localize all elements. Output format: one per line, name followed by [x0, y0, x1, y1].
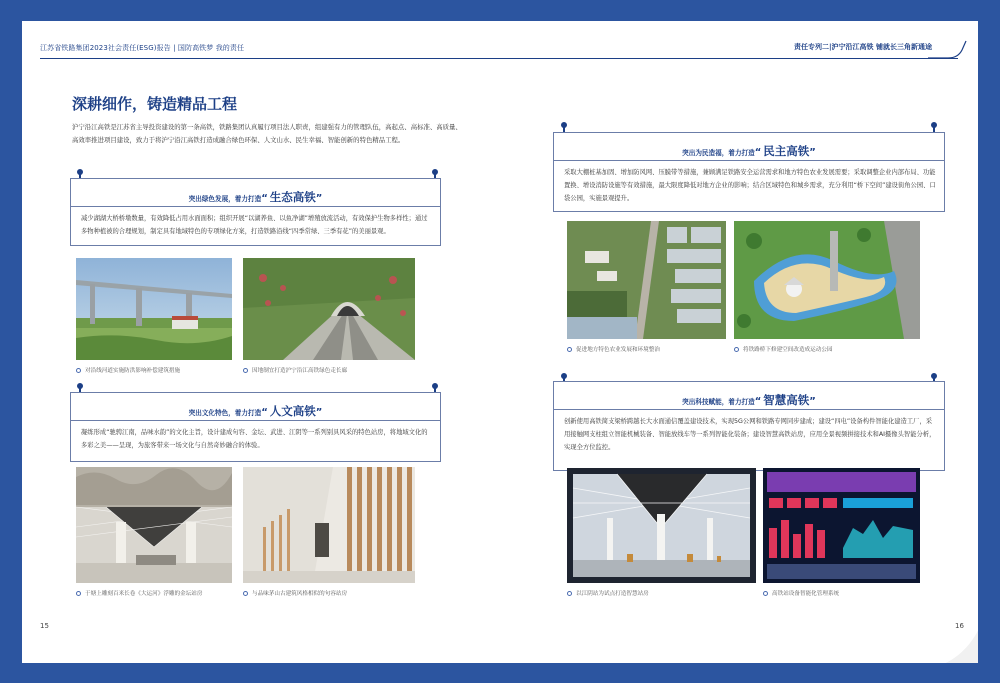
- section-rule: [71, 206, 440, 207]
- section-body: 凝练形成“驰骋江南，品味水韵”的文化主旨，设计建成句容、金坛、武进、江阴等一系列别具风采的特色站房，将地域文化的多彩之美——呈现，为旅客带来一场文化与自然奇妙融合的体验。: [81, 429, 428, 449]
- section-eco: [70, 178, 441, 246]
- photo-caption: 与品味茅山古建筑风格相似的句容站房: [243, 589, 347, 597]
- header-right-text: 责任专列二|沪宁沿江高铁 铺就长三角新通途: [794, 43, 932, 51]
- photo-tunnel-greenery: [243, 258, 415, 360]
- photo-bridge-river: [76, 258, 232, 360]
- page-number-left: 15: [40, 622, 49, 630]
- page-title: 深耕细作，铸造精品工程: [72, 95, 238, 113]
- section-heading: 突出绿色发展，着力打造“ 生态高铁”: [188, 190, 323, 204]
- caption-bullet-icon: [734, 347, 739, 352]
- caption-bullet-icon: [243, 368, 248, 373]
- section-body: 采取大棚桩基加固、增加防风网、压膜带等措施，兼顾满足铁路安全运营需求和地方特色农业发展需要；采取调整企业内部布局、功能置换、增设消防设施等有效措施，最大限度降低对地方企业的影响；结合区域特色和城乡需求，充分利用“桥下空间”建设街角公园、口袋公园，实施景观提升。: [564, 169, 936, 202]
- caption-bullet-icon: [243, 591, 248, 596]
- section-livelihood: [553, 132, 945, 212]
- caption-bullet-icon: [567, 347, 572, 352]
- photo-caption: 促进地方特色农业发展和环境整治: [567, 345, 660, 353]
- photo-caption: 因地制宜打造沪宁沿江高铁绿色走长廊: [243, 366, 347, 374]
- page-number-right: 16: [955, 622, 964, 630]
- header-rule: [40, 58, 958, 59]
- section-rule: [71, 420, 440, 421]
- header-left-text: 江苏省铁路集团2023社会责任(ESG)报告 | 国防高铁梦 我的责任: [40, 44, 245, 52]
- section-heading: 突出科技赋能，着力打造“ 智慧高铁”: [682, 393, 816, 407]
- caption-bullet-icon: [76, 368, 81, 373]
- section-heading: 突出为民造福，着力打造“ 民主高铁”: [682, 144, 816, 158]
- section-highlight: 生态高铁: [269, 190, 316, 204]
- page-corner-fold: [938, 623, 978, 663]
- section-smart: [553, 381, 945, 471]
- caption-bullet-icon: [763, 591, 768, 596]
- photo-park-under-bridge: [734, 221, 920, 339]
- section-highlight: 人文高铁: [269, 404, 316, 418]
- photo-caption: 对沿线河道实施防洪影响补偿建筑措施: [76, 366, 180, 374]
- caption-bullet-icon: [567, 591, 572, 596]
- section-lead: 突出绿色发展，着力打造: [188, 195, 262, 203]
- report-spread: [22, 21, 978, 663]
- section-rule: [554, 409, 944, 410]
- section-heading: 突出文化特色，着力打造“ 人文高铁”: [188, 404, 323, 418]
- section-lead: 突出文化特色，着力打造: [188, 409, 262, 417]
- photo-farmland-aerial: [567, 221, 726, 339]
- section-highlight: 智慧高铁: [763, 393, 810, 407]
- header-curve-decoration: [928, 35, 968, 65]
- photo-caption: 以江阴站为试点打造智慧站房: [567, 589, 649, 597]
- section-body: 减少湖湖大桥桥墩数量，有效降低占用水面面积；组织开展“以湖养鱼、以鱼净湖”增殖放流活动，有效保护生物多样性；通过多物种植被的合理规划，制定具有地域特色的专项绿化方案，打造铁路沿线“四季常绿、三季有花”的美丽景观。: [81, 215, 428, 235]
- caption-bullet-icon: [76, 591, 81, 596]
- section-lead: 突出为民造福，着力打造: [682, 149, 755, 157]
- photo-jurong-station: [243, 467, 415, 583]
- section-rule: [554, 160, 944, 161]
- photo-caption: 高铁站设备智能化管理系统: [763, 589, 839, 597]
- section-lead: 突出科技赋能，着力打造: [682, 398, 755, 406]
- photo-caption: 于塘上雕刻百米长卷《大运河》浮雕的金坛站房: [76, 589, 202, 597]
- section-highlight: 民主高铁: [763, 144, 810, 158]
- section-culture: [70, 392, 441, 462]
- intro-paragraph: 沪宁沿江高铁是江苏省主导投资建设的第一条高铁，铁路集团认真履行项目法人职责，组建强有力的管理队伍，高起点、高标准、高质量、高效率推进项目建设，致力于将沪宁沿江高铁打造成融合绿色环保、人文山水、民生幸福、智能创新的特色精品工程。: [72, 123, 462, 144]
- photo-smart-station: [567, 468, 756, 583]
- section-body: 创新使用高铁简支梁桥跨越长大水面通信覆盖建设技术，实现5G公网和铁路专网同步建成；建设“四电”设备构件智能化建造工厂，采用接触网支柱组立智能机械装备、智能放线车等一系列智能化装备；建设智慧高铁站房，应用全景视频拼接技术和AI摄像头智能分析，实现全方位监控。: [564, 418, 936, 451]
- photo-caption: 将铁路桥下修建空间改造成运动公园: [734, 345, 833, 353]
- photo-jintan-station: [76, 467, 232, 583]
- photo-dashboard-system: [763, 468, 920, 583]
